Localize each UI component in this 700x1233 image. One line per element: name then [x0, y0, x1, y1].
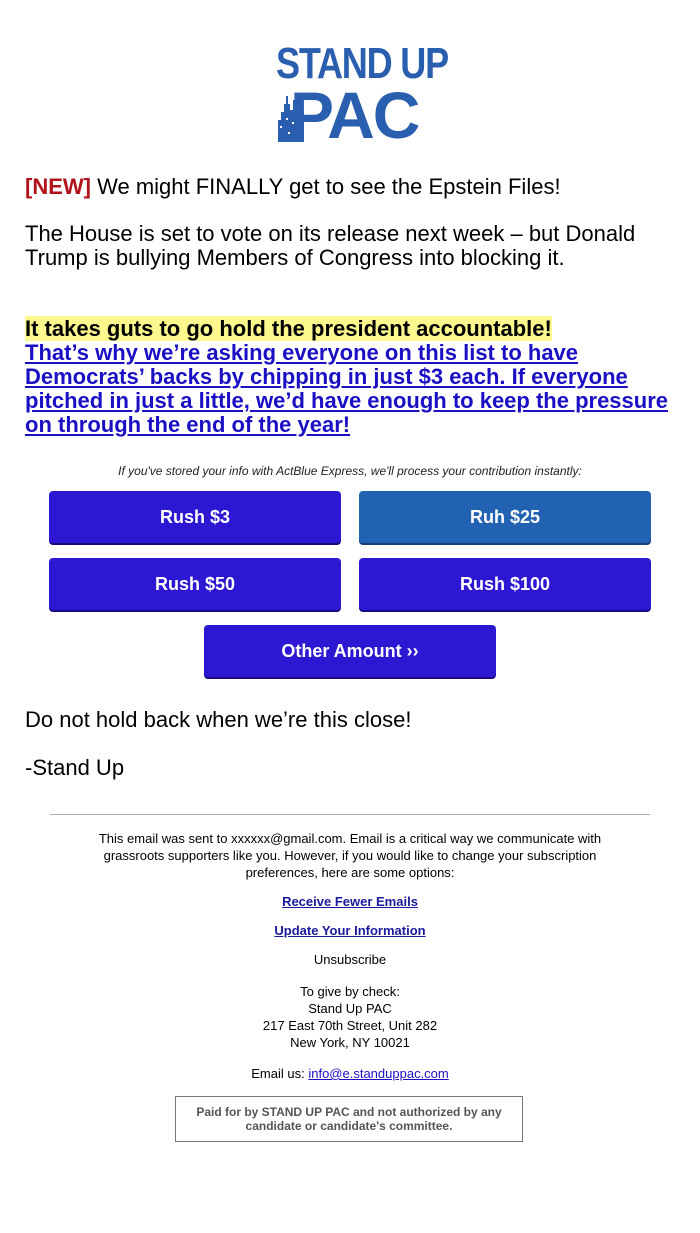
receive-fewer-emails-link[interactable]: Receive Fewer Emails — [282, 894, 418, 909]
donate-appeal-link[interactable]: That’s why we’re asking everyone on this list to have Democrats’ backs by chipping in just $3 each. If everyone pitched in just a little, we’d have enough to keep the pressure on through the end of the year! — [25, 340, 669, 437]
check-heading: To give by check: — [300, 984, 400, 999]
headline-paragraph — [25, 175, 675, 199]
rush-3-button[interactable]: Rush $3 — [49, 491, 341, 543]
logo-line-2: PAC — [290, 78, 419, 152]
vote-paragraph: The House is set to vote on its release next week – but Donald Trump is bullying Members of Congress into blocking it. — [25, 221, 636, 270]
contact-email-row — [75, 1065, 625, 1082]
other-amount-button[interactable]: Other Amount ›› — [204, 625, 496, 677]
rush-25-button[interactable]: Ruh $25 — [359, 491, 651, 543]
subscription-notice: This email was sent to xxxxxx@gmail.com. Email is a critical way we communicate with grassroots supporters like you. However, if you would like to change your subscription preferences, here are some options: — [98, 831, 602, 880]
check-street: 217 East 70th Street, Unit 282 — [262, 1018, 438, 1033]
highlighted-text: It takes guts to go hold the president accountable! — [25, 316, 552, 341]
stand-up-pac-logo — [276, 39, 448, 152]
appeal-paragraph — [25, 317, 675, 437]
check-address — [75, 983, 625, 1051]
paid-for-disclaimer — [175, 1096, 523, 1142]
headline-text: We might FINALLY get to see the Epstein Files! — [97, 174, 561, 199]
contact-email-link[interactable]: info@e.standuppac.com — [308, 1066, 449, 1081]
receive-fewer-emails-row — [75, 893, 625, 910]
logo-line-1: STAND UP — [276, 39, 448, 88]
update-information-link[interactable]: Update Your Information — [274, 923, 426, 938]
update-information-row — [75, 922, 625, 939]
unsubscribe-link[interactable]: Unsubscribe — [313, 952, 387, 967]
check-city: New York, NY 10021 — [290, 1035, 410, 1050]
actblue-express-note: If you've stored your info with ActBlue Express, we'll process your contribution instantly: — [118, 464, 582, 478]
new-tag: [NEW] — [25, 174, 91, 199]
rush-100-button[interactable]: Rush $100 — [359, 558, 651, 610]
check-name: Stand Up PAC — [308, 1001, 392, 1016]
rush-50-button[interactable]: Rush $50 — [49, 558, 341, 610]
email-label: Email us: — [251, 1066, 305, 1081]
closing-line: Do not hold back when we’re this close! — [25, 707, 412, 732]
signature: -Stand Up — [25, 755, 125, 780]
footer-divider — [50, 814, 650, 815]
disclaimer-text: Paid for by STAND UP PAC and not authorized by any candidate or candidate's committee. — [196, 1105, 502, 1133]
